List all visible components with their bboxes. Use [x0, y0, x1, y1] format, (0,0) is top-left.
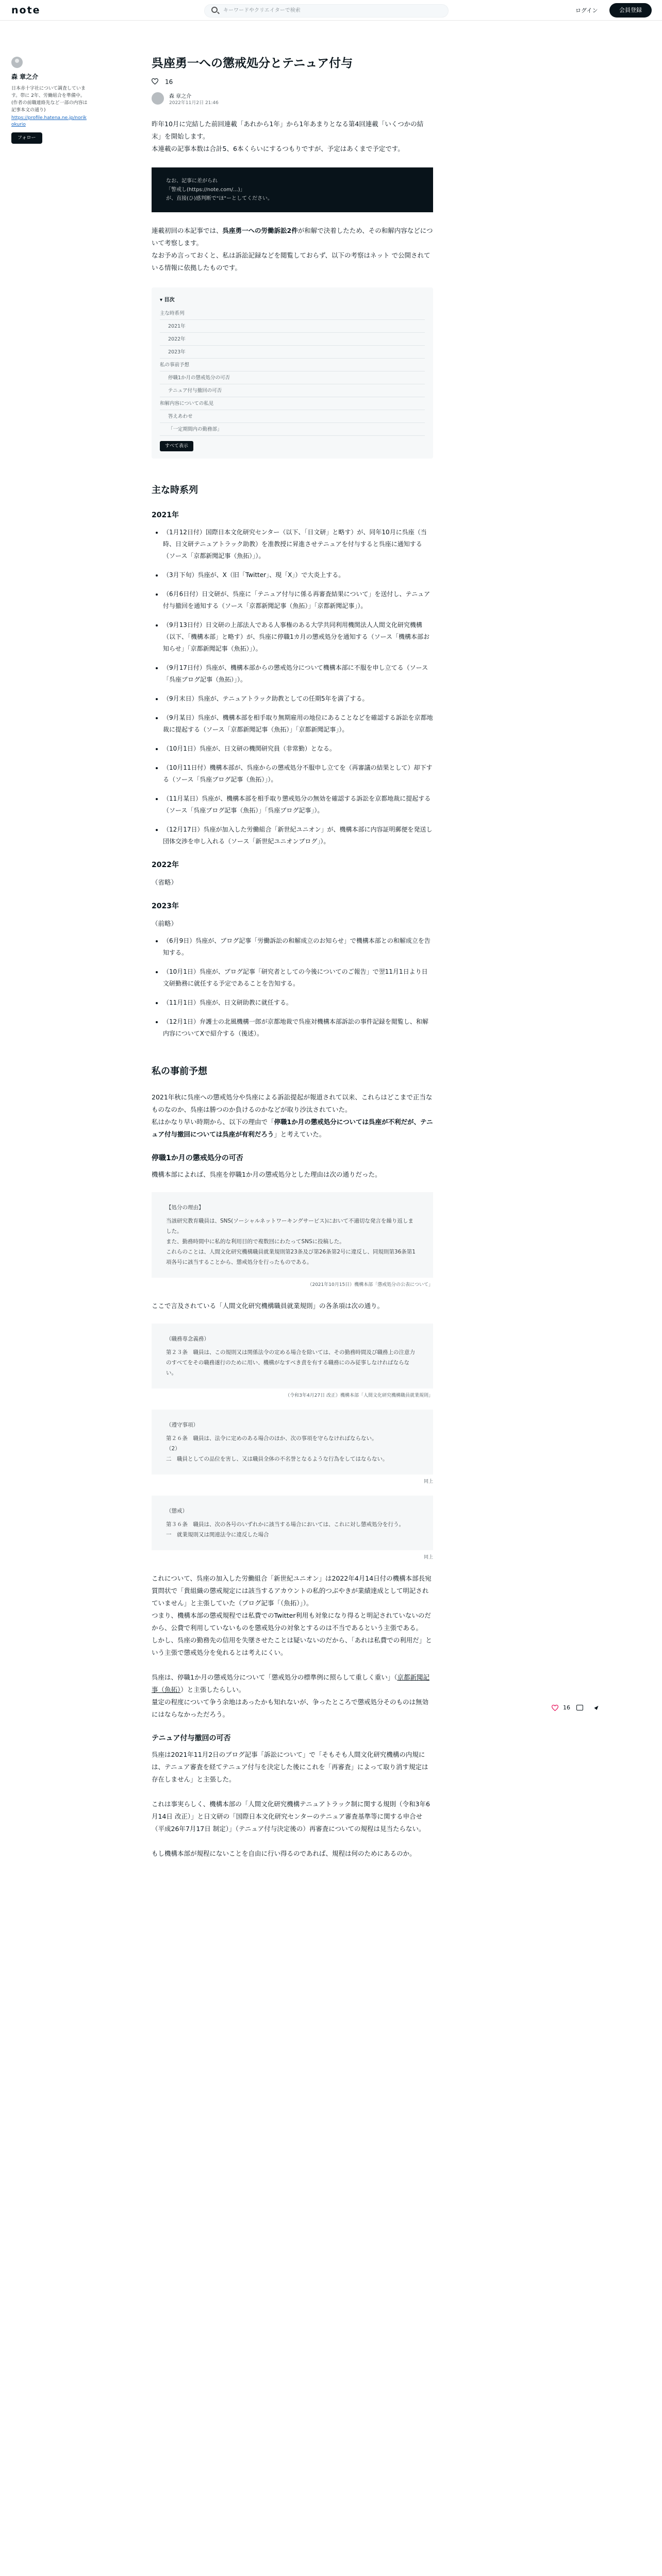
toc-item[interactable]: 2021年	[160, 320, 425, 333]
quote-source: 同上	[423, 1555, 433, 1560]
toc-show-all-button[interactable]: すべて表示	[160, 441, 193, 451]
list-item: （11月某日）呉座が、機構本部を相手取り懲戒処分の無効を確認する訴訟を京都地裁に提起する（ソース「呉座ブログ記事（魚拓）」「呉座ブログ記事」）。	[152, 793, 433, 817]
author-link[interactable]: https://profile.hatena.ne.jp/norikokurio	[11, 115, 87, 127]
quote-body: 当該研究教育職員は、SNS(ソーシャルネットワーキングサービス)において不適切な発言を繰り返しました。 また、勤務時間中に私的な利用目的で複数回にわたってSNSに投稿した。 これらのことは、人間文化研究機構職員就業規則第23条及び第26条第2号に違反し、同規則第36条第1項各号に該当することから、懲戒処分を行ったものである。	[166, 1218, 416, 1265]
paragraph: なお予め言っておくと、私は訴訟記録などを閲覧しておらず、以下の考察はネット で公開されている情報に依拠したものです。	[152, 251, 431, 272]
toc-item[interactable]: 2023年	[160, 346, 425, 359]
toc-item[interactable]: 答えあわせ	[160, 410, 425, 423]
paragraph: これは事実らしく、機構本部の「人間文化研究機構テニュアトラック制に関する規則（令和3年6月14日 改正）」と日文研の「国際日本文化研究センターのテニュア審査基準等に関する申合せ（平成26年7月17日 制定）」（テニュア付与決定後の）再審査についての規程は見当たらない。	[152, 1800, 430, 1833]
text-span: が和解で決着したため、その和解内容などについて考察します。	[152, 227, 433, 247]
toc-item[interactable]: 2022年	[160, 333, 425, 346]
toc-header-label: 目次	[164, 297, 175, 303]
toc-item[interactable]: 主な時系列	[160, 307, 425, 320]
paragraph: つまり、機構本部の懲戒規程では私費でのTwitter利用も対象になり得ると明記されていないのだから、公費で利用していないものを懲戒処分の対象とするのは不当であるという主張である。	[152, 1612, 431, 1632]
toc-item[interactable]: テニュア付与撤回の可否	[160, 384, 425, 397]
bold-text: 停職1か月の懲戒処分については呉座が不利だが、テニュア付与撤回については呉座が有利だろう	[152, 1118, 433, 1138]
list-item: （10月1日）呉座が、日文研の機関研究員（非常勤）となる。	[152, 743, 433, 755]
subsection-heading: 停職1か月の懲戒処分の可否	[152, 1154, 243, 1162]
heart-icon[interactable]	[552, 1705, 558, 1711]
avatar[interactable]	[152, 92, 164, 105]
list-item: （3月下旬）呉座が、X（旧「Twitter」、現「X」）で大炎上する。	[152, 569, 433, 581]
signup-button[interactable]: 会員登録	[609, 3, 652, 18]
quote-body: 第２３条 職員は、この規則又は関係法令の定める場合を除いては、その勤務時間及び職務上の注意力のすべてをその職務遂行のために用い、機構がなすべき責を有する職務にのみ従事しなければならない。	[166, 1349, 415, 1376]
floating-actions	[552, 1703, 624, 1714]
paragraph: 呉座は2021年11月2日のブログ記事「訴訟について」で「そもそも人間文化研究機構の内規には、テニュア審査を経てテニュア付与を決定した後にこれを「再審査」によって取り消す規定は存在しません」と主張した。	[152, 1751, 428, 1783]
subsection-heading: 2022年	[152, 861, 179, 869]
blockquote	[152, 1324, 433, 1388]
login-link[interactable]: ログイン	[575, 7, 598, 14]
subsection-heading: テニュア付与撤回の可否	[152, 1734, 231, 1742]
source-link[interactable]: 京都新聞記事（魚拓）	[152, 1673, 429, 1693]
quote-source[interactable]: （令和3年4月27日 改正）機構本部「人間文化研究機構職員就業規則」	[285, 1393, 433, 1398]
share-icon[interactable]	[593, 1705, 600, 1711]
publish-date: 2022年11月2日 21:46	[169, 100, 219, 106]
subsection-heading: 2021年	[152, 511, 179, 519]
paragraph	[152, 1671, 433, 1696]
paragraph	[152, 225, 433, 249]
paragraph: しかし、呉座の勤務先の信用を失墜させたことは疑いないのだから、「あれは私費での利用だ」という主張で懲戒処分を免れるとは考えにくい。	[152, 1636, 432, 1656]
subsection-heading: 2023年	[152, 902, 179, 910]
quote-source: 同上	[423, 1479, 433, 1484]
paragraph: 昨年10月に完結した前回連載「あれから1年」から1年あまりとなる第4回連載「いくつかの結末」を開始します。	[152, 120, 424, 140]
byline	[152, 91, 433, 106]
text-span: 」と考えていた。	[274, 1130, 326, 1138]
article	[152, 54, 433, 1860]
quote-title: 【処分の理由】	[166, 1205, 204, 1211]
code-block: なお、記事に差がられ 「警戒し(https://note.com/...)」 が、直接(ひ)感判断で"ほ"ーとしてください。	[152, 167, 433, 212]
heart-icon[interactable]	[152, 78, 158, 84]
toc-item[interactable]: 私の事前予想	[160, 359, 425, 371]
like-count: 16	[563, 1704, 570, 1711]
paragraph: これについて、呉座の加入した労働組合「新世紀ユニオン」は2022年4月14日付の機構本部長宛質問状で「貴組織の懲戒規定には該当するアカウントの私的つぶやきが業績達成として明記されていません」と主張していた（ブログ記事「（魚拓）」）。	[152, 1574, 432, 1607]
list-item: （9月末日）呉座が、テニュアトラック助教としての任期5年を満了する。	[152, 693, 433, 705]
list-item: （11月1日）呉座が、日文研助教に就任する。	[152, 997, 433, 1009]
paragraph: 2021年秋に呉座への懲戒処分や呉座による訴訟提起が報道されて以来、これらはどこまで正当なものなのか、呉座は勝つのか負けるのかなどが取り沙汰されていた。	[152, 1093, 433, 1113]
list-item: （12月1日）弁護士の北風機構一郎が京都地裁で呉座対機構本部訴訟の事件記録を閲覧し、和解内容についてXで紹介する（後述）。	[152, 1016, 433, 1040]
quote-title: （職務専念義務）	[166, 1336, 209, 1342]
byline-author[interactable]: 森 章之介	[169, 94, 192, 99]
author-bio: 日本赤十字社について調査しています。帯に 2年、労働組合を準備中。(作者の前職連絡先など一部の内容は記事本文の通り)	[11, 86, 88, 113]
list-item: （10月11日付）機構本部が、呉座からの懲戒処分不服申し立てを（再審議の結果として）却下する（ソース「呉座ブログ記事（魚拓）」）。	[152, 762, 433, 786]
follow-button[interactable]: フォロー	[11, 132, 42, 144]
paragraph	[152, 1116, 433, 1141]
article-title: 呉座勇一への懲戒処分とテニュア付与	[152, 57, 353, 70]
author-sidebar	[11, 57, 89, 144]
comment-icon[interactable]	[576, 1705, 583, 1710]
text-span: 連載初回の本記事では、	[152, 227, 223, 234]
quote-body: 第２６条 職員は、法令に定めのある場合のほか、次の事項を守らなければならない。 （2） 二 職員としての品位を害し、又は職員全体の不名誉となるような行為をしてはならない。	[166, 1435, 388, 1462]
timeline-list-2023	[152, 935, 433, 1040]
quote-title: （遵守事項）	[166, 1422, 198, 1428]
search-input[interactable]: キーワードやクリエイターで検索	[204, 4, 449, 18]
paragraph: ここで言及されている「人間文化研究機構職員就業規則」の各条項は次の通り。	[152, 1302, 384, 1310]
toc-item[interactable]: 和解内容についての私見	[160, 397, 425, 410]
blockquote	[152, 1192, 433, 1278]
blockquote	[152, 1496, 433, 1550]
table-of-contents	[152, 287, 433, 459]
section-heading: 主な時系列	[152, 485, 198, 496]
avatar[interactable]	[11, 57, 23, 68]
timeline-list-2021	[152, 527, 433, 848]
like-row	[152, 77, 433, 87]
search-icon	[211, 7, 218, 13]
list-item: （9月17日付）呉座が、機構本部からの懲戒処分について機構本部に不服を申し立てる（ソース「呉座ブログ記事（魚拓）」）。	[152, 662, 433, 686]
text-span: 私はかなり早い時期から、以下の理由で「	[152, 1118, 274, 1126]
list-item: （9月13日付）日文研の上部法人である人事権のある大学共同利用機関法人人間文化研究機構（以下、「機構本部」と略す）が、呉座に停職1カ月の懲戒処分を通知する（ソース「機構本部お知らせ」「京都新聞記事（魚拓）」）。	[152, 619, 433, 655]
note-logo[interactable]: note	[11, 5, 41, 16]
paragraph: 量定の程度について争う余地はあったかも知れないが、争ったところで懲戒処分そのものは無効にはならなかっただろう。	[152, 1698, 429, 1718]
list-item: （1月12日付）国際日本文化研究センター（以下、「日文研」と略す）が、同年10月に呉座（当時、日文研テニュアトラック助教）を准教授に昇進させテニュアを付与すると呉座に通知する（ソース「京都新聞記事（魚拓）」）。	[152, 527, 433, 562]
paragraph: 本連載の記事本数は合計5、6本くらいにするつもりですが、予定はあくまで予定です。	[152, 145, 404, 152]
paragraph: 機構本部によれば、呉座を停職1か月の懲戒処分とした理由は次の通りだった。	[152, 1171, 382, 1178]
list-item: （6月6日付）日文研が、呉座に「テニュア付与に係る再審査結果について」を送付し、テニュア付与撤回を通知する（ソース「京都新聞記事（魚拓）」「京都新聞記事」）。	[152, 588, 433, 612]
list-item: （12月17日）呉座が加入した労働組合「新世紀ユニオン」が、機構本部に内容証明郵便を発送し団体交渉を申し入れる（ソース「新世紀ユニオンブログ」）。	[152, 824, 433, 848]
quote-source[interactable]: （2021年10月15日）機構本部「懲戒処分の公表について」	[307, 1282, 433, 1287]
paragraph: （前略）	[152, 920, 178, 927]
list-item: （9月某日）呉座が、機構本部を相手取り無期雇用の地位にあることなどを確認する訴訟を京都地裁に提起する（ソース「京都新聞記事（魚拓）」「京都新聞記事」）。	[152, 712, 433, 736]
list-item: （6月9日）呉座が、ブログ記事「労働訴訟の和解成立のお知らせ」で機構本部との和解成立を告知する。	[152, 935, 433, 959]
site-header	[0, 0, 662, 21]
text-span: 呉座は、停職1か月の懲戒処分について「懲戒処分の標準例に照らして重しく重い」（	[152, 1673, 398, 1681]
quote-title: （懲戒）	[166, 1508, 188, 1514]
toc-header[interactable]: ▾ 目次	[160, 297, 175, 303]
section-heading: 私の事前予想	[152, 1066, 207, 1077]
like-count: 16	[165, 78, 173, 86]
toc-item[interactable]: 停職1か月の懲戒処分の可否	[160, 371, 425, 384]
paragraph: もし機構本部が規程にないことを自由に行い得るのであれば、規程は何のためにあるのか。	[152, 1850, 416, 1857]
blockquote	[152, 1410, 433, 1475]
quote-body: 第３６条 職員は、次の各号のいずれかに該当する場合においては、これに対し懲戒処分を行う。 一 就業規則又は関連法令に違反した場合	[166, 1521, 404, 1538]
text-span: ）と主張したらしい。	[180, 1686, 245, 1693]
author-name[interactable]: 森 章之介	[11, 73, 39, 80]
toc-item[interactable]: 「一定期間内の勤務部」	[160, 423, 425, 436]
list-item: （10月1日）呉座が、ブログ記事「研究者としての今後についてのご報告」で翌11月1日より日文研勤務に就任する予定であることを告知する。	[152, 966, 433, 990]
bold-text: 呉座勇一への労働訴訟2件	[222, 227, 298, 234]
paragraph: （省略）	[152, 878, 178, 886]
